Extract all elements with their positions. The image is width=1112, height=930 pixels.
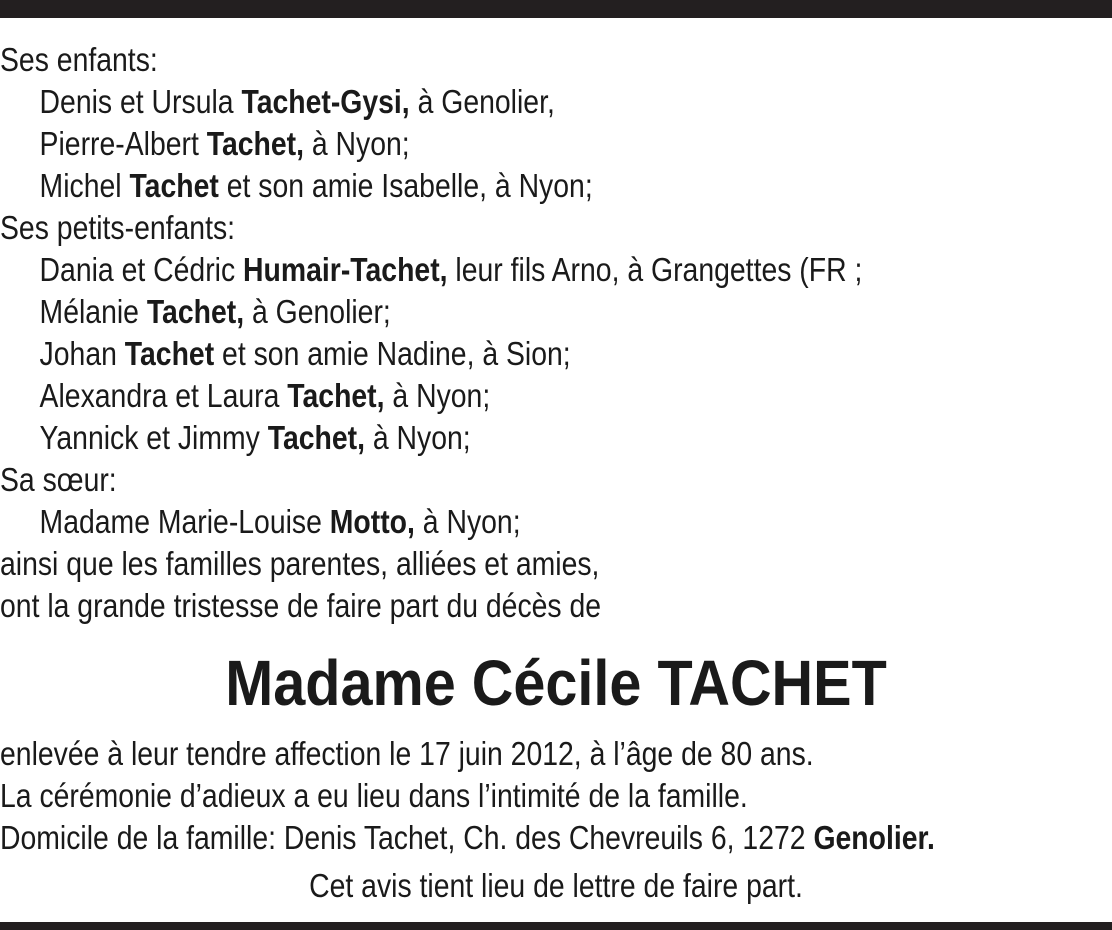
- child-surname: Tachet,: [206, 125, 304, 162]
- ceremony-line: La cérémonie d’adieux a eu lieu dans l’intimité de la famille.: [0, 777, 748, 814]
- child-line: [0, 123, 956, 165]
- children-heading: Ses enfants:: [0, 41, 158, 78]
- child-surname: Tachet-Gysi,: [241, 83, 410, 120]
- child-name: Pierre-Albert: [39, 125, 207, 162]
- child-place: à Nyon;: [303, 125, 410, 162]
- child-name: Michel: [39, 167, 130, 204]
- grandchild-surname: Tachet,: [146, 293, 245, 330]
- grandchild-surname: Tachet: [124, 335, 215, 372]
- sister-line: [0, 501, 956, 543]
- domicile-address: Domicile de la famille: Denis Tachet, Ch. des Chevreuils 6, 1272: [0, 819, 814, 856]
- deceased-name: Madame Cécile TACHET: [225, 647, 887, 719]
- grandchild-line: [0, 333, 956, 375]
- grandchild-name: Yannick et Jimmy: [39, 419, 268, 456]
- grandchild-surname: Tachet,: [267, 419, 365, 456]
- obituary-notice: [0, 39, 1112, 907]
- child-place: à Genolier,: [409, 83, 555, 120]
- sister-surname: Motto,: [329, 503, 415, 540]
- sister-name: Madame Marie-Louise: [39, 503, 330, 540]
- top-border-bar: [0, 0, 1112, 18]
- grandchild-name: Alexandra et Laura: [39, 377, 288, 414]
- grandchild-name: Mélanie: [39, 293, 147, 330]
- domicile-line: [0, 817, 956, 859]
- grandchild-line: [0, 291, 956, 333]
- families-line: ainsi que les familles parentes, alliées et amies,: [0, 545, 600, 582]
- grandchild-name: Dania et Cédric: [39, 251, 244, 288]
- child-line: [0, 81, 956, 123]
- sister-heading: Sa sœur:: [0, 461, 117, 498]
- grandchildren-heading: Ses petits-enfants:: [0, 209, 236, 246]
- grandchild-line: [0, 375, 956, 417]
- grandchild-place: et son amie Nadine, à Sion;: [214, 335, 571, 372]
- child-place: et son amie Isabelle, à Nyon;: [218, 167, 593, 204]
- closing-line: Cet avis tient lieu de lettre de faire part.: [309, 867, 803, 904]
- death-line: enlevée à leur tendre affection le 17 juin 2012, à l’âge de 80 ans.: [0, 735, 814, 772]
- grandchild-place: à Genolier;: [244, 293, 391, 330]
- grandchild-place: à Nyon;: [364, 419, 471, 456]
- grandchild-place: leur fils Arno, à Grangettes (FR ;: [447, 251, 863, 288]
- sister-place: à Nyon;: [414, 503, 521, 540]
- grandchild-surname: Humair-Tachet,: [243, 251, 448, 288]
- grandchild-place: à Nyon;: [384, 377, 491, 414]
- domicile-town: Genolier.: [813, 819, 935, 856]
- grandchild-name: Johan: [39, 335, 125, 372]
- child-line: [0, 165, 956, 207]
- announce-line: ont la grande tristesse de faire part du décès de: [0, 587, 602, 624]
- grandchild-surname: Tachet,: [287, 377, 385, 414]
- child-surname: Tachet: [129, 167, 219, 204]
- child-name: Denis et Ursula: [39, 83, 242, 120]
- grandchild-line: [0, 417, 956, 459]
- bottom-border-bar: [0, 922, 1112, 930]
- grandchild-line: [0, 249, 956, 291]
